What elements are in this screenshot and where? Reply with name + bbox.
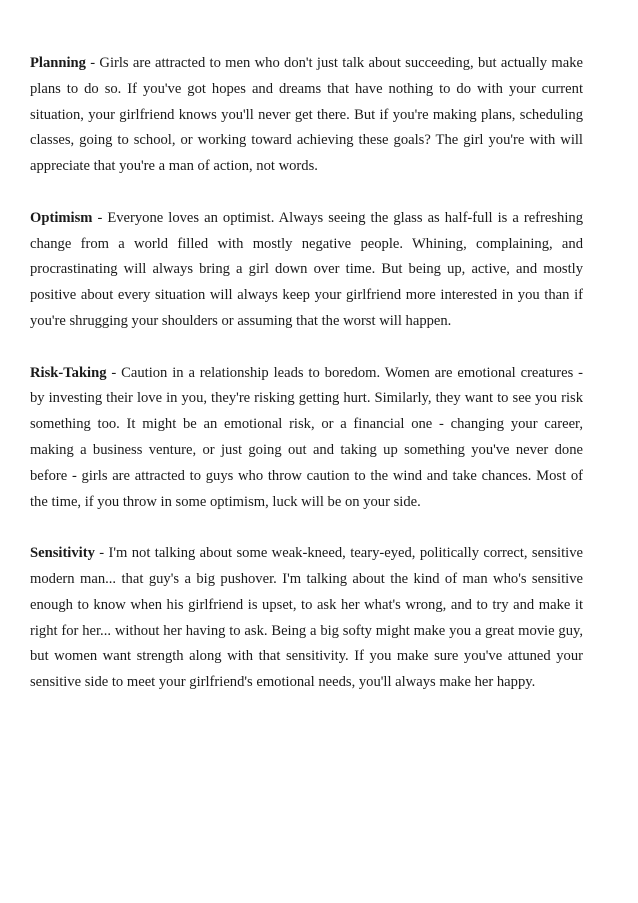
paragraph-risk-taking-text: - Caution in a relationship leads to boredom. Women are emotional creatures - by investing their love in you, they're risking getting hurt. Similarly, they want to see you risk something too. It might be an emotional risk, or a financial one - changing your career, making a business venture, or just going out and taking up something you've never done before - girls are attracted to guys who throw caution to the wind and take chances. Most of the time, if you throw in some optimism, luck will be on your side. [30, 364, 583, 510]
paragraph-planning [30, 51, 583, 180]
document-page [30, 51, 583, 722]
paragraph-risk-taking [30, 361, 583, 516]
paragraph-sensitivity [30, 541, 583, 696]
paragraph-optimism [30, 206, 583, 335]
paragraph-sensitivity-text: - I'm not talking about some weak-kneed, teary-eyed, politically correct, sensitive modern man... that guy's a big pushover. I'm talking about the kind of man who's sensitive enough to know when his girlfriend is upset, to ask her what's wrong, and to try and make it right for her... without her having to ask. Being a big softy might make you a great movie guy, but women want strength along with that sensitivity. If you make sure you've attuned your sensitive side to meet your girlfriend's emotional needs, you'll always make her happy. [30, 545, 583, 691]
term-risk-taking: Risk-Taking [30, 364, 107, 381]
term-sensitivity: Sensitivity [30, 545, 95, 562]
term-optimism: Optimism [30, 209, 93, 226]
paragraph-planning-text: - Girls are attracted to men who don't just talk about succeeding, but actually make plans to do so. If you've got hopes and dreams that have nothing to do with your current situation, your girlfriend knows you'll never get there. But if you're making plans, scheduling classes, going to school, or working toward achieving these goals? The girl you're with will appreciate that you're a man of action, not words. [30, 55, 583, 175]
paragraph-optimism-text: - Everyone loves an optimist. Always seeing the glass as half-full is a refreshing change from a world filled with mostly negative people. Whining, complaining, and procrastinating will always bring a girl down over time. But being up, active, and mostly positive about every situation will always keep your girlfriend more interested in you than if you're shrugging your shoulders or assuming that the worst will happen. [30, 209, 583, 329]
term-planning: Planning [30, 55, 86, 71]
